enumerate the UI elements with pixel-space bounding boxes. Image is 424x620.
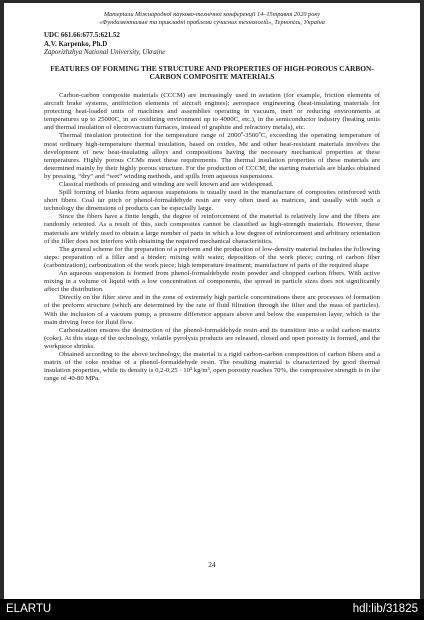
article-title: FEATURES OF FORMING THE STRUCTURE AND PROPERTIES OF HIGH-POROUS CARBON-CARBON COMPOSITE MATERIALS [50,63,374,82]
header-line-2: «Фундаментальні та прикладні проблеми сучасних технологій», Тернопіль, Україна [99,18,325,26]
paragraph: Carbon-carbon composite materials (CCCM) are increasingly used in aviation (for example, friction elements of aircraft brake systems, antifriction elements of aircraft engines); aerospace engineering (heat-insulating materials for protecting heat-loaded units of machines and assemblies operating in vacuum, inert or reducing environments at temperatures up to 25000С, in an oxidizing environment up to 4000С, etc.), in the semiconductor industry (heating units and thermal insulation of electrovacuum furnaces, instead of graphite and refractory metals), etc. [44,91,380,132]
paragraph: Obtained according to the above technology, the material is a rigid carbon-carbon composition of carbon fibers and a matrix of the coke residue of a phenol-formaldehyde resin. The resulting material is characterized by good thermal insulation properties, while its density is 0,2-0,25 · 10³ kg/m³, open porosity reaches 70%, the compressive strength is in the range of 40-80 MPa. [44,350,380,383]
author-name: A.V. Karpenko, Ph.D [44,39,108,48]
paragraph: An aqueous suspension is formed from phenol-formaldehyde resin powder and chopped carbon fibers. With active mixing in a volume of liquid with a low concentration of components, the spread in particle sizes does not significantly affect the distribution. [44,270,380,294]
paragraph: Directly on the filter sieve and in the zone of extremely high particle concentrations there are processes of formation of the preform structure (which are determined by the rate of fluid filtration through the filter and the mass of particles). With the inclusion of a vacuum pump, a pressure difference appears above and below the suspension layer, which is the main driving force for fluid flow. [44,294,380,326]
page-number: 24 [208,560,216,569]
repository-name: ELARTU [6,603,52,615]
paragraph: Spill forming of blanks from aqueous suspensions is usually used in the manufacture of composites reinforced with short fibers. Coal tar pitch or phenol-formaldehyde resin are very often used as matrices, and usually with such a technology the dimensions of products can be especially large. [44,189,380,213]
paragraph: Since the fibers have a finite length, the degree of reinforcement of the material is relatively low and the fibers are randomly oriented. As a result of this, such composites cannot be classified as high-strength materials. However, these materials are widely used to obtain a large number of parts in which a low degree of reinforcement and arbitrary orientation of the filler does not interfere with obtaining the required mechanical characteristics. [44,213,380,245]
document-page [4,3,420,599]
udc-code: UDC 661.66:677.5:621.52 [44,31,120,39]
author-affiliation: Zaporizhzhya National University, Ukraine [44,48,166,57]
handle-link[interactable]: hdl:lib/31825 [352,603,418,615]
article-body [44,92,380,383]
article-meta [44,31,380,57]
paragraph: Classical methods of pressing and winding are well known and are widespread. [59,181,274,188]
paragraph: Thermal insulation protection for the temperature range of 2000º-3500ºС, exceeding the operating temperature of most ordinary high-temperature thermal insulation, based on oxides, Me and other heat-resistant materials involves the development of new heat-insulating alloys and compositions having the necessary mechanical properties at these temperatures. Highly porous CCMs meet these requirements. The thermal insulation properties of these materials are determined mainly by their highly porous structure. For the production of CCCM, the starting materials are blanks obtained by pressing, “dry” and “wet” winding methods, and spills from aqueous suspensions. [44,132,380,180]
repository-footer [0,599,424,620]
conference-header [44,11,380,26]
paragraph: The general scheme for the preparation of a preform and the production of low-density material includes the following steps: preparation of a filler and a binder; mixing with water; deposition of the work piece; curing of carbon fiber (carbonization); carbonization of the work piece; high temperature treatment; manufacture of parts of the required shape [44,245,380,269]
header-line-1: Матеріали Міжнародної науково-технічної конференції 14–15травня 2020 року [103,11,321,18]
paragraph: Carbonization ensures the destruction of the phenol-formaldehyde resin and its transition into a solid carbon matrix (coke). At this stage of the technology, volatile pyrolysis products are released, closed and open porosity is formed, and the workpiece shrinks. [44,326,380,350]
